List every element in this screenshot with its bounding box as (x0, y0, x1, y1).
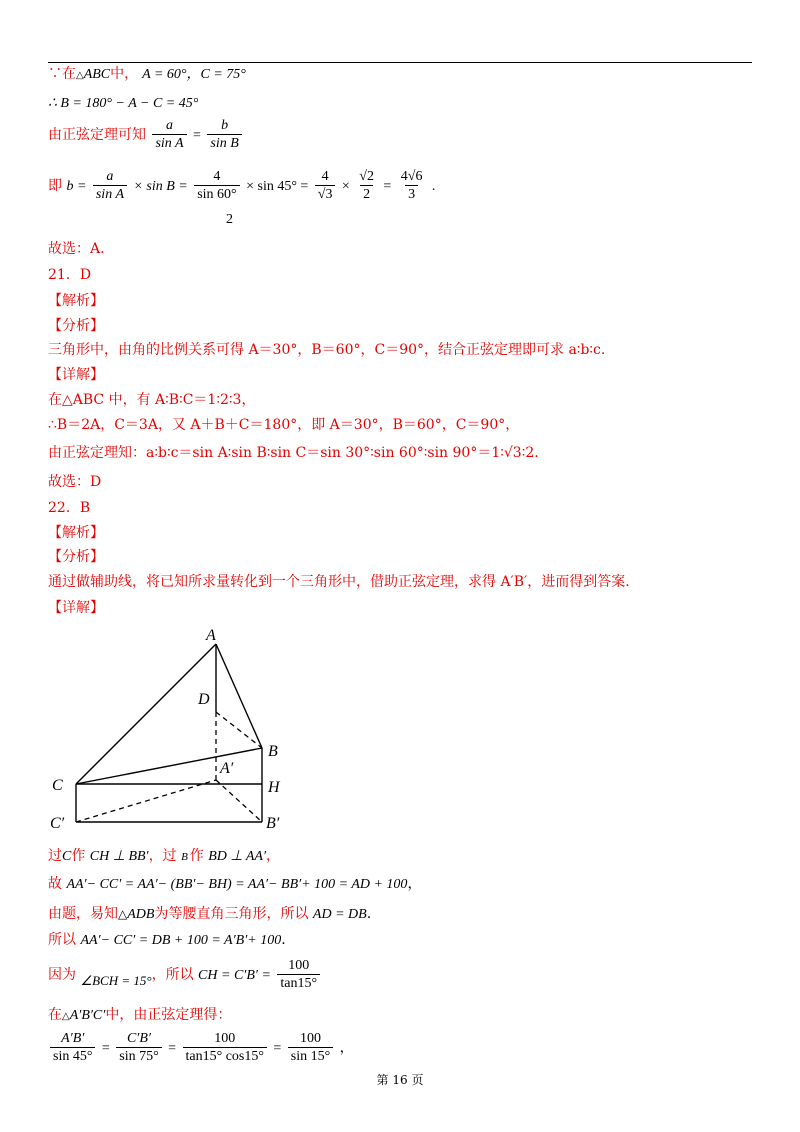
edge-A-prime-B-prime (216, 780, 262, 822)
zuo-text-2: 作 (189, 848, 204, 864)
line-compute-b (48, 168, 435, 205)
point-C: C (62, 849, 72, 864)
triangle-ABC-prime: A′B′C′ (69, 1008, 106, 1023)
fraction-b-sinB: $\frac{b}{\text{sin B}}$ (207, 118, 241, 152)
equals-2: = (383, 179, 392, 194)
xiangjie-tag-21: 【详解】 (48, 367, 104, 383)
line-angle-b: ∴ B = 180° − A − C = 45° (48, 96, 199, 111)
ch-perp-bb: CH ⊥ BB′ (89, 849, 149, 864)
ji-text: 即 (48, 178, 62, 194)
label-H: H (268, 779, 280, 796)
guo-text: 过 (48, 848, 62, 864)
fraction-4sqrt6-3: $\frac{4√6}{3}$ (400, 169, 423, 202)
line-ch-value (48, 957, 322, 994)
given-prefix: ∵在 (48, 66, 76, 82)
point-B: B (181, 851, 188, 863)
edge-C-prime-A-prime (76, 780, 216, 822)
label-A: A (206, 627, 216, 644)
fraction-a-sinA-2: $\frac{a}{\text{sin A}}$ (93, 169, 127, 203)
line-construction (48, 846, 280, 867)
answer-d: 故选：D (48, 474, 102, 490)
period-3: . (281, 932, 286, 948)
edge-DB (216, 712, 262, 748)
fraction-100-tan15cos15: $\frac{100}{\tan 15^\circ \cos 15^\circ}$ (183, 1031, 267, 1065)
detail-21-line2: ∴B＝2A，C＝3A，又 A＋B＋C＝180°，即 A＝30°，B＝60°，C＝90°， (48, 417, 520, 433)
times-sign: × (341, 179, 350, 194)
line-in-triangle (48, 1005, 231, 1027)
fraction-100-sin15: $\frac{100}{\sin 15^\circ}$ (288, 1031, 333, 1065)
given-angles: A = 60°，C = 75° (142, 67, 246, 82)
zai-text: 在 (48, 1007, 62, 1023)
difference-equation: AA′− CC′ = AA′− (BB′− BH) = AA′− BB′+ 100 = AD + 100 (66, 877, 408, 892)
answer-a: 故选：A. (48, 241, 105, 257)
line-final-ratio (48, 1030, 354, 1067)
angle-bch: ∠BCH = 15° (80, 973, 152, 988)
fenxi-tag-21: 【分析】 (48, 318, 104, 334)
triangle-symbol-2: △ (118, 907, 128, 921)
sine-law-text-2: 中，由正弦定理得： (105, 1007, 232, 1023)
q22-heading: 22．B (48, 500, 91, 516)
label-D: D (198, 691, 210, 708)
fraction-4-sqrt3: $\frac{4}{√3}$ (315, 169, 336, 203)
yinwei-text: 因为 (48, 967, 76, 983)
equals-3: = (101, 1041, 110, 1056)
triangle-symbol: △ (76, 70, 84, 81)
fraction-sqrt2-2: $\frac{√2}{2}$ (359, 169, 374, 202)
equals-5: = (273, 1041, 282, 1056)
triangle-symbol-3: △ (62, 1011, 70, 1022)
edge-CB (76, 748, 262, 784)
triangle-ADB: ADB (127, 907, 155, 922)
fraction-a-sinA: $\frac{a}{\text{sin A}}$ (152, 118, 186, 152)
edge-AB (216, 644, 262, 748)
line-sine-law (48, 118, 244, 153)
comma-2: ， (407, 876, 422, 892)
geometry-figure (40, 620, 300, 835)
sine-law-text: 由正弦定理可知 (48, 127, 146, 143)
line-therefore (48, 930, 286, 951)
comma-guo: ，过 (148, 848, 177, 864)
suoyi-text: 所以 (48, 932, 76, 948)
times-sin45: × sin 45° = (246, 179, 309, 194)
label-C: C (52, 777, 63, 794)
ch-equals: CH = C′B′ = (198, 968, 271, 983)
nested-denominator-2: 2 (226, 212, 233, 227)
gu-text: 故 (48, 876, 62, 892)
period-2: . (366, 906, 372, 922)
page-number: 第 16 页 (376, 1073, 424, 1087)
edge-CA (76, 644, 216, 784)
zhong-text: 中， (110, 66, 139, 82)
label-C-prime: C′ (50, 815, 65, 832)
bd-perp-aa: BD ⊥ AA′ (208, 849, 267, 864)
times-sinB: × sin B = (133, 179, 188, 194)
therefore-equation: AA′− CC′ = DB + 100 = A′B′+ 100 (80, 933, 282, 948)
top-rule (48, 62, 752, 63)
fraction-100-tan15: $\frac{100}{\tan 15^\circ}$ (277, 958, 320, 992)
detail-21-line3: 由正弦定理知：a∶b∶c＝sin A∶sin B∶sin C＝sin 30°∶sin 60°∶sin 90°＝1∶√3∶2. (48, 445, 539, 461)
q21-heading: 21．D (48, 267, 92, 283)
label-B-prime: B′ (266, 815, 280, 832)
ad-equals-db: AD = DB (312, 907, 367, 922)
label-B: B (268, 743, 278, 760)
detail-21-line1: 在△ABC 中，有 A∶B∶C＝1∶2∶3， (48, 392, 256, 408)
zuo-text: 作 (71, 848, 86, 864)
jiexi-tag-21: 【解析】 (48, 293, 104, 309)
suoyi-text-2: ，所以 (151, 967, 194, 983)
jiexi-tag-22: 【解析】 (48, 525, 104, 541)
fenxi-tag-22: 【分析】 (48, 549, 104, 565)
analysis-21: 三角形中，由角的比例关系可得 A＝30°，B＝60°，C＝90°，结合正弦定理即可求 a∶b∶c. (48, 342, 606, 358)
fraction-AB-sin45: $\frac{A'B'}{\sin 45^\circ}$ (50, 1031, 95, 1065)
period: . (431, 179, 436, 194)
b-equals: b = (66, 179, 87, 194)
youti-text: 由题，易知 (48, 906, 118, 922)
isosceles-text: 为等腰直角三角形，所以 (154, 906, 309, 922)
fraction-CB-sin75: $\frac{C'B'}{\sin 75^\circ}$ (116, 1031, 161, 1065)
label-A-prime: A′ (220, 760, 234, 777)
equals: = (193, 128, 201, 143)
triangle-name: ABC (83, 67, 111, 82)
analysis-22: 通过做辅助线，将已知所求量转化到一个三角形中，借助正弦定理，求得 A′B′，进而得到答案. (48, 574, 630, 590)
xiangjie-tag-22: 【详解】 (48, 600, 104, 616)
comma-3: ， (339, 1041, 354, 1056)
line-given-angles (48, 64, 246, 86)
comma: ， (266, 848, 281, 864)
line-isosceles (48, 904, 371, 925)
line-difference (48, 874, 421, 895)
equals-4: = (168, 1041, 177, 1056)
fraction-4-sin60: $\frac{4}{\sin 60^\circ}$ (194, 169, 239, 203)
